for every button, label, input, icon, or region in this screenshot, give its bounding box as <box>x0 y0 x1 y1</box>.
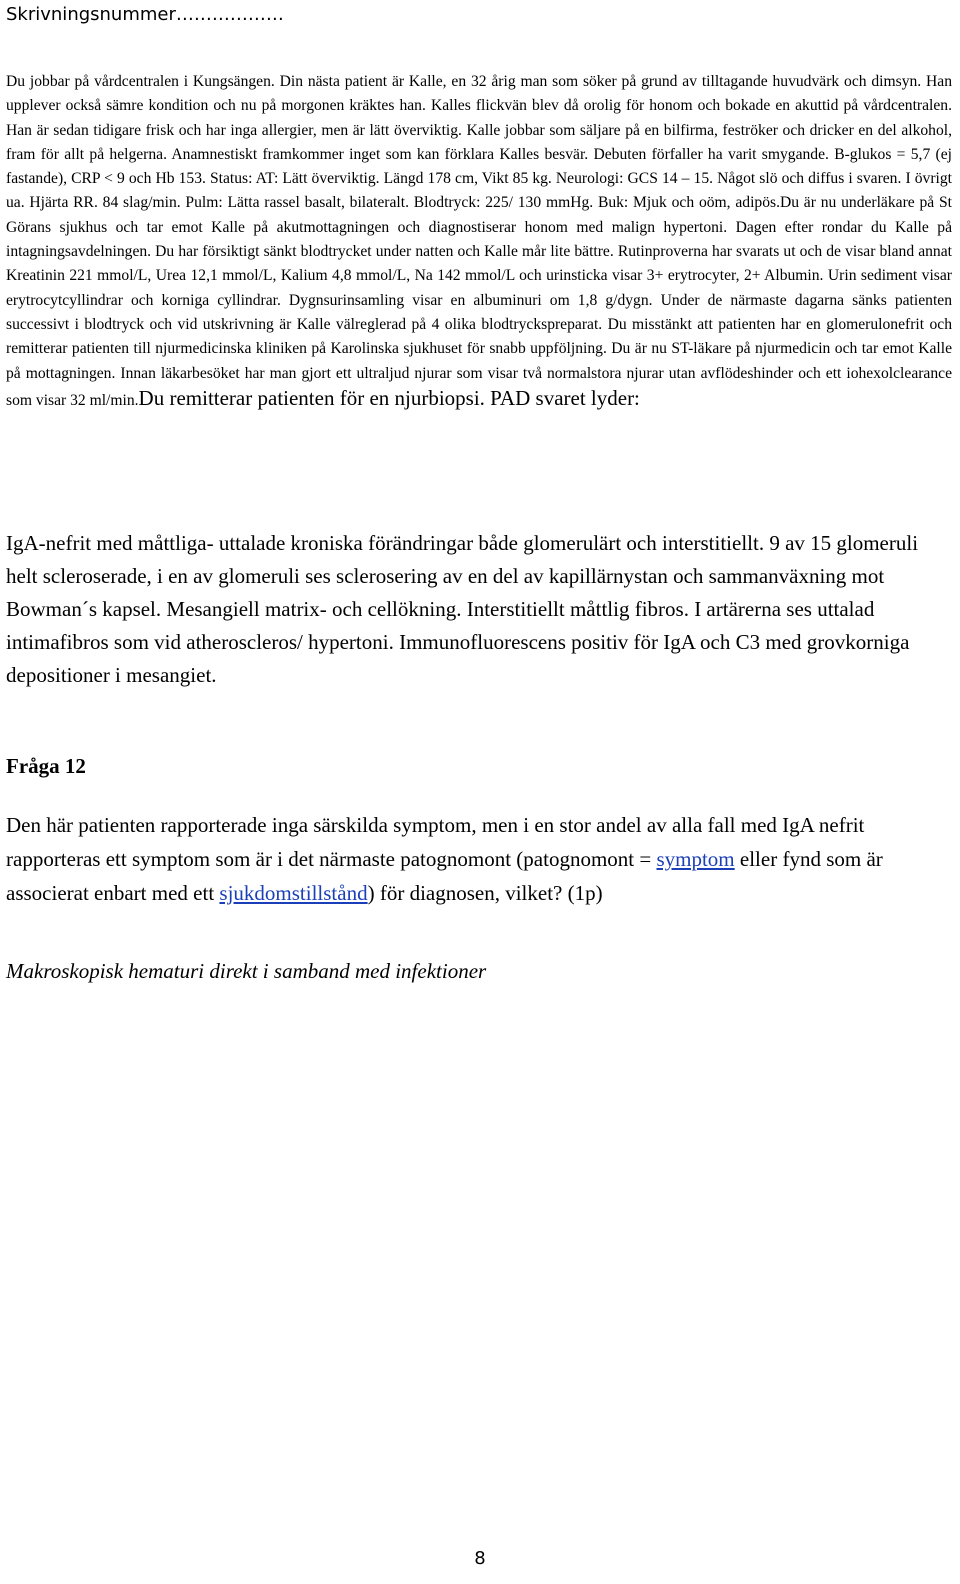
question-heading: Fråga 12 <box>6 754 86 778</box>
symptom-link[interactable]: symptom <box>656 847 735 871</box>
question-text-part3: ) för diagnosen, vilket? (1p) <box>367 881 603 905</box>
page-number: 8 <box>474 1548 486 1569</box>
answer-text: Makroskopisk hematuri direkt i samband med infektioner <box>6 959 487 983</box>
case-description <box>6 70 952 413</box>
case-text-large: Du remitterar patienten för en njurbiopsi. PAD svaret lyder: <box>138 385 640 410</box>
pad-result: IgA-nefrit med måttliga- uttalade kroniska förändringar både glomerulärt och interstitiellt. 9 av 15 glomeruli helt scleroserade, i en av glomeruli ses sclerosering av en del av kapillärnystan och sammanväxning mot Bowman´s kapsel. Mesangiell matrix- och cellökning. Interstitiellt måttlig fibros. I artärerna ses uttalad intimafibros som vid atheroscleros/ hypertoni. Immunofluorescens positiv för IgA och C3 med grovkorniga depositioner i mesangiet. <box>6 531 919 687</box>
question-text <box>6 808 950 910</box>
case-text: Du jobbar på vårdcentralen i Kungsängen. Din nästa patient är Kalle, en 32 årig man som söker på grund av tilltagande huvudvärk och dimsyn. Han upplever också sämre kondition och nu på morgonen kräktes han. Kalles flickvän blev då orolig för honom och bokade en akuttid på vårdcentralen. Han är sedan tidigare frisk och har inga allergier, men är lätt överviktig. Kalle jobbar som säljare på en bilfirma, feströker och dricker en del alkohol, fram för allt på helgerna. Anamnestiskt framkommer inget som kan förklara Kalles besvär. Debuten förfaller ha varit smygande. B-glukos = 5,7 (ej fastande), CRP < 9 och Hb 153. Status: AT: Lätt överviktig. Längd 178 cm, Vikt 85 kg. Neurologi: GCS 14 – 15. Något slö och diffus i svaren. I övrigt ua. Hjärta RR. 84 slag/min. Pulm: Lätta rassel basalt, bilateralt. Blodtryck: 225/ 130 mmHg. Buk: Mjuk och oöm, adipös.Du är nu underläkare på St Görans sjukhus och tar emot Kalle på akutmottagningen och diagnostiserar honom med malign hypertoni. Dagen efter rondar du Kalle på intagningsavdelningen. Du har försiktigt sänkt blodtrycket under natten och Kalle mår lite bättre. Rutinproverna har svarats ut och de visar bland annat Kreatinin 221 mmol/L, Urea 12,1 mmol/L, Kalium 4,8 mmol/L, Na 142 mmol/L och urinsticka visar 3+ erytrocyter, 2+ Albumin. Urin sediment visar erytrocytcyllindrar och korniga cyllindrar. Dygnsurinsamling visar en albuminuri om 1,8 g/dygn. Under de närmaste dagarna sänks patienten successivt i blodtryck och vid utskrivning är Kalle välreglerad på 4 olika blodtryckspreparat. Du misstänkt att patienten har en glomerulonefrit och remitterar patienten till njurmedicinska kliniken på Karolinska sjukhuset för snabb uppföljning. Du är nu ST-läkare på njurmedicin och tar emot Kalle på mottagningen. Innan läkarbesöket har man gjort ett ultraljud njurar som visar två normalstora njurar utan avflödeshinder och ett iohexolclearance som visar 32 ml/min. <box>6 73 952 409</box>
sjukdomstillstand-link[interactable]: sjukdomstillstånd <box>219 881 368 905</box>
question-text-part1: Den här patienten rapporterade inga särskilda symptom, men i en stor andel av alla fall med IgA nefrit rapporteras ett symptom som är i det närmaste patognomont (patognomont = <box>6 813 865 871</box>
page-header: Skrivningsnummer……………… <box>6 4 284 25</box>
question-text-part2: eller fynd som är associerat enbart med ett <box>6 847 883 905</box>
